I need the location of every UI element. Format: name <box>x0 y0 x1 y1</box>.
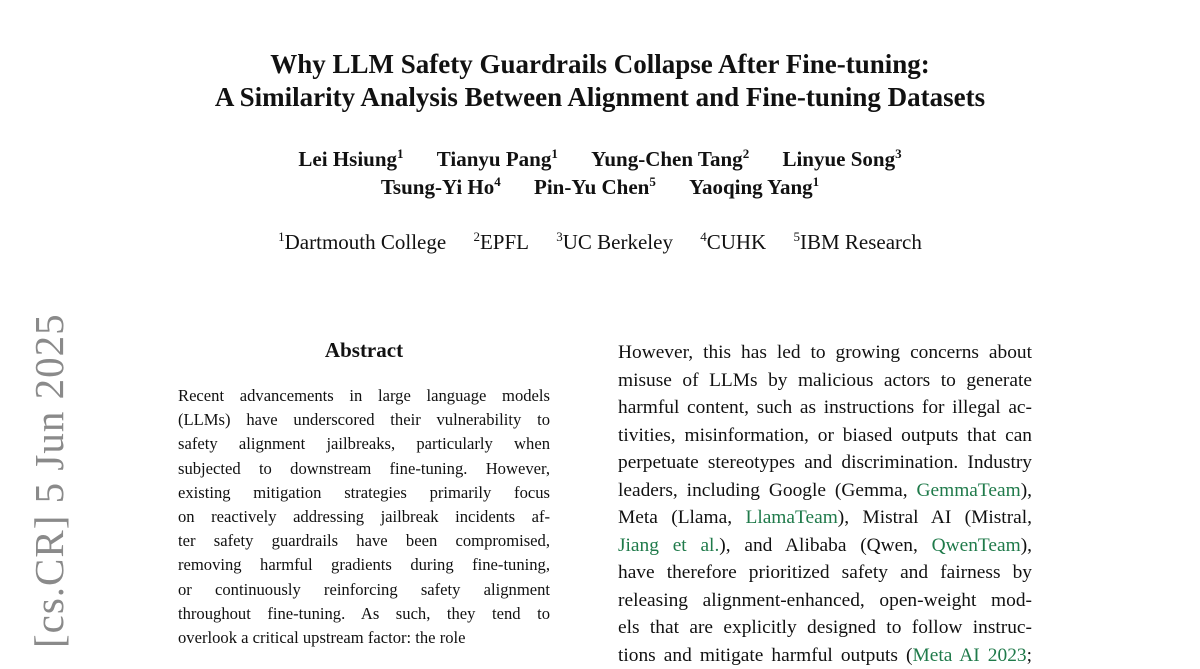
author-row-1 <box>0 145 1200 173</box>
intro-line <box>618 477 1032 505</box>
intro-line <box>618 504 1032 532</box>
intro-line <box>618 614 1032 642</box>
author-row-2 <box>0 173 1200 201</box>
intro-text: tivities, misinformation, or biased outputs that can <box>618 425 1032 446</box>
intro-text: misuse of LLMs by malicious actors to generate <box>618 370 1032 391</box>
author-list <box>0 145 1200 201</box>
citation-link[interactable]: GemmaTeam <box>917 480 1021 501</box>
intro-line <box>618 422 1032 450</box>
citation-link[interactable]: Jiang et al. <box>618 535 719 556</box>
intro-text: perpetuate stereotypes and discrimination. Industry <box>618 452 1032 473</box>
intro-text: leaders, including Google (Gemma, <box>618 480 917 501</box>
affiliation: $^5$IBM Research <box>793 228 921 256</box>
intro-line <box>618 559 1032 587</box>
author: Yung-Chen Tang$^2$ <box>591 145 749 173</box>
abstract-line: overlook a critical upstream factor: the role <box>178 626 550 650</box>
abstract-body <box>178 384 550 650</box>
author: Pin-Yu Chen$^5$ <box>534 173 656 201</box>
intro-text: tions and mitigate harmful outputs ( <box>618 645 912 666</box>
intro-line <box>618 587 1032 615</box>
affiliation: $^1$Dartmouth College <box>278 228 446 256</box>
intro-line <box>618 367 1032 395</box>
affiliation: $^3$UC Berkeley <box>556 228 673 256</box>
affiliation: $^4$CUHK <box>700 228 766 256</box>
introduction-body <box>618 339 1032 669</box>
intro-text: Meta (Llama, <box>618 507 745 528</box>
affiliation: $^2$EPFL <box>473 228 529 256</box>
author: Linyue Song$^3$ <box>782 145 901 173</box>
intro-line <box>618 339 1032 367</box>
intro-line <box>618 449 1032 477</box>
author: Yaoqing Yang$^1$ <box>689 173 819 201</box>
abstract-line: safety alignment jailbreaks, particularly when <box>178 432 550 456</box>
abstract-line: subjected to downstream fine-tuning. However, <box>178 457 550 481</box>
title-line-1: Why LLM Safety Guardrails Collapse After Fine-tuning: <box>0 48 1200 81</box>
arxiv-stamp: [cs.CR] 5 Jun 2025 <box>29 313 70 648</box>
citation-link[interactable]: LlamaTeam <box>745 507 837 528</box>
abstract-line: Recent advancements in large language models <box>178 384 550 408</box>
intro-line <box>618 642 1032 669</box>
abstract-line: throughout fine-tuning. As such, they tend to <box>178 602 550 626</box>
abstract-line: on reactively addressing jailbreak incidents af- <box>178 505 550 529</box>
intro-text: harmful content, such as instructions for illegal ac- <box>618 397 1032 418</box>
citation-link[interactable]: Meta AI 2023 <box>912 645 1026 666</box>
affiliation-list <box>0 228 1200 256</box>
abstract-line: (LLMs) have underscored their vulnerability to <box>178 408 550 432</box>
abstract-line: existing mitigation strategies primarily focus <box>178 481 550 505</box>
intro-line <box>618 394 1032 422</box>
author: Tianyu Pang$^1$ <box>437 145 558 173</box>
title-line-2: A Similarity Analysis Between Alignment and Fine-tuning Datasets <box>0 81 1200 114</box>
abstract-line: or continuously reinforcing safety alignment <box>178 578 550 602</box>
paper-title <box>0 48 1200 114</box>
abstract-line: removing harmful gradients during fine-tuning, <box>178 553 550 577</box>
citation-link[interactable]: QwenTeam <box>932 535 1021 556</box>
intro-text: ), and Alibaba (Qwen, <box>719 535 931 556</box>
author: Lei Hsiung$^1$ <box>298 145 403 173</box>
intro-text: els that are explicitly designed to follow instruc- <box>618 617 1032 638</box>
intro-text: releasing alignment-enhanced, open-weight mod- <box>618 590 1032 611</box>
intro-line <box>618 532 1032 560</box>
abstract-heading: Abstract <box>178 338 550 363</box>
intro-text: However, this has led to growing concerns about <box>618 342 1032 363</box>
intro-text: have therefore prioritized safety and fairness by <box>618 562 1032 583</box>
intro-text: ), <box>1021 480 1032 501</box>
intro-text: ), <box>1021 535 1032 556</box>
author: Tsung-Yi Ho$^4$ <box>381 173 501 201</box>
intro-text: ; <box>1027 645 1032 666</box>
intro-text: ), Mistral AI (Mistral, <box>838 507 1032 528</box>
abstract-line: ter safety guardrails have been compromised, <box>178 529 550 553</box>
